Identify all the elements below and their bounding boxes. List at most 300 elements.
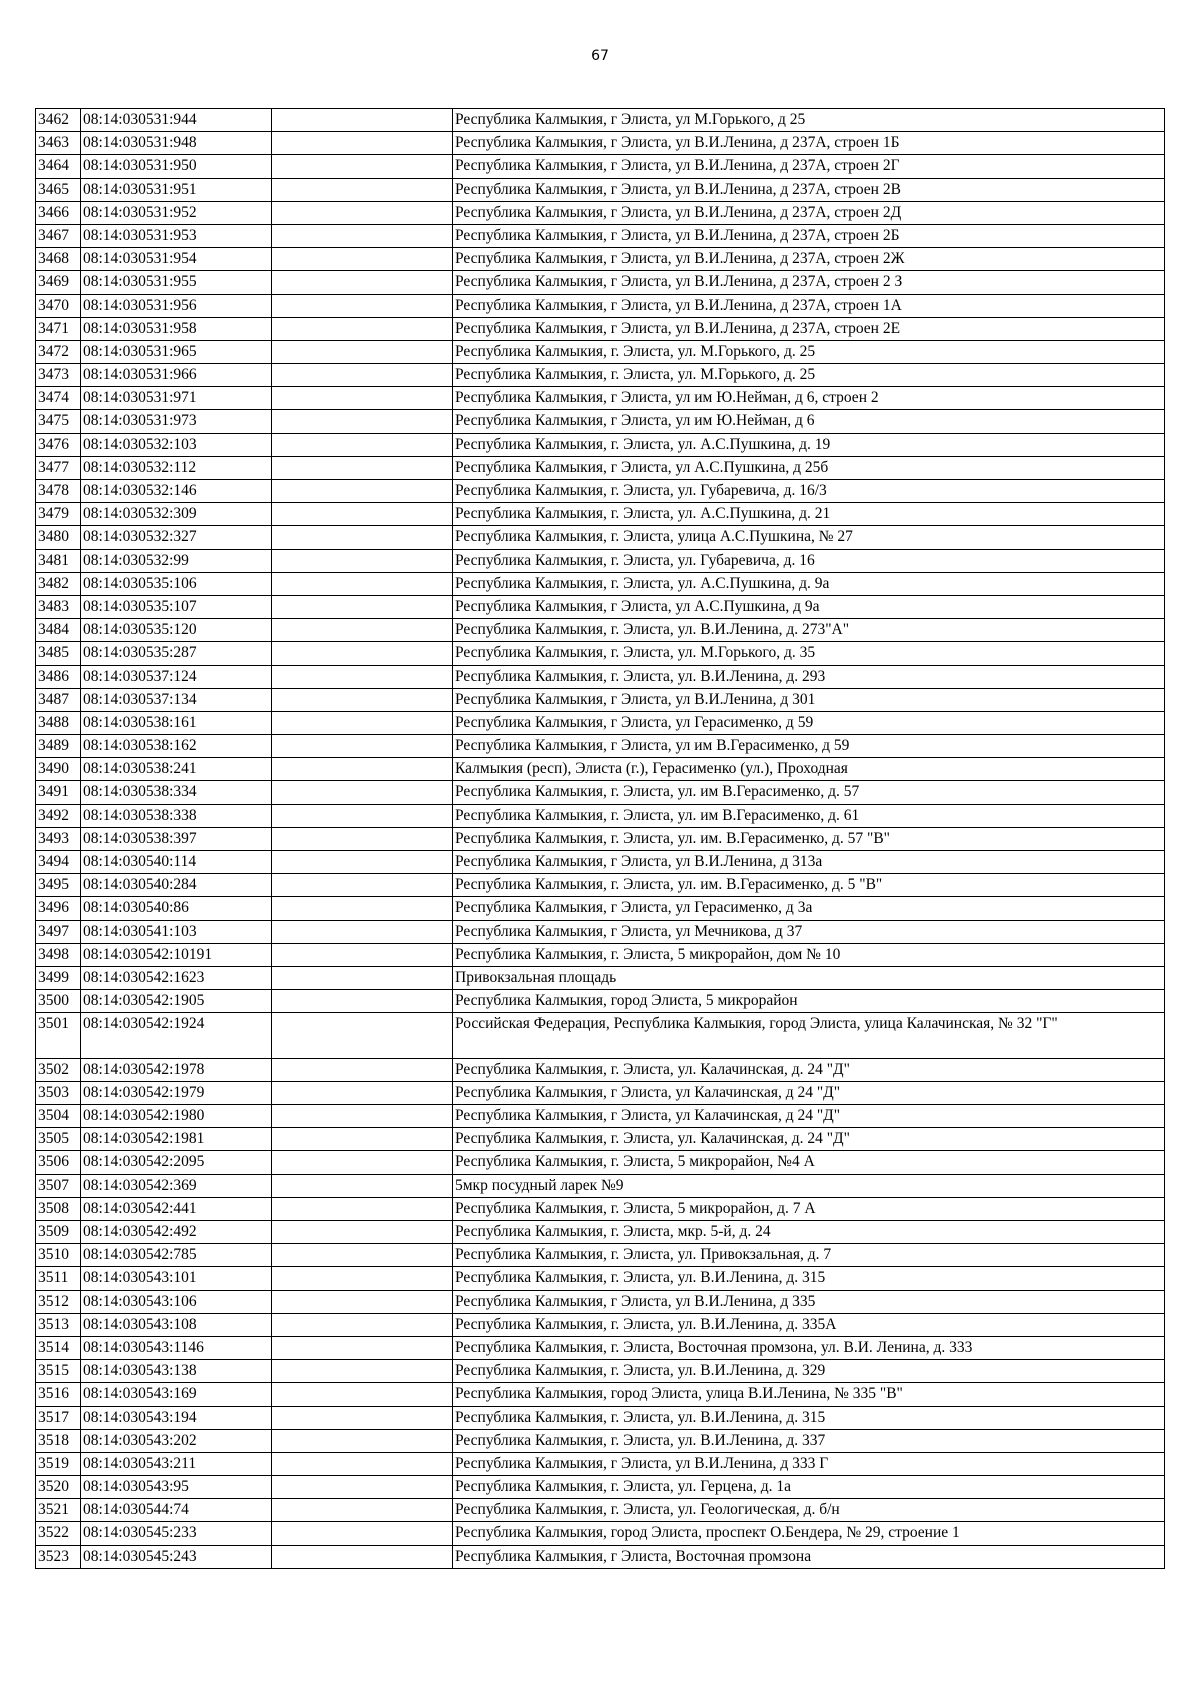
table-row (36, 990, 1165, 1013)
table-row (36, 1476, 1165, 1499)
address-cell: Республика Калмыкия, г Элиста, ул им В.Герасименко, д 59 (453, 735, 1165, 758)
row-number-cell: 3512 (36, 1290, 81, 1313)
table-row (36, 132, 1165, 155)
empty-cell (272, 920, 453, 943)
empty-cell (272, 943, 453, 966)
empty-cell (272, 851, 453, 874)
address-cell: Республика Калмыкия, г. Элиста, ул. А.С.Пушкина, д. 21 (453, 503, 1165, 526)
cadastral-number-cell: 08:14:030542:369 (81, 1174, 272, 1197)
table-row (36, 1406, 1165, 1429)
empty-cell (272, 1499, 453, 1522)
address-cell: Республика Калмыкия, г Элиста, ул Герасименко, д 3а (453, 897, 1165, 920)
empty-cell (272, 1429, 453, 1452)
cadastral-number-cell: 08:14:030535:107 (81, 595, 272, 618)
row-number-cell: 3488 (36, 711, 81, 734)
row-number-cell: 3470 (36, 294, 81, 317)
cadastral-number-cell: 08:14:030537:124 (81, 665, 272, 688)
table-row (36, 851, 1165, 874)
address-cell: Республика Калмыкия, г. Элиста, ул. А.С.Пушкина, д. 9а (453, 572, 1165, 595)
cadastral-number-cell: 08:14:030531:956 (81, 294, 272, 317)
row-number-cell: 3475 (36, 410, 81, 433)
row-number-cell: 3504 (36, 1105, 81, 1128)
row-number-cell: 3513 (36, 1313, 81, 1336)
empty-cell (272, 595, 453, 618)
empty-cell (272, 688, 453, 711)
cadastral-number-cell: 08:14:030535:287 (81, 642, 272, 665)
row-number-cell: 3472 (36, 340, 81, 363)
table-row (36, 874, 1165, 897)
table-row (36, 1267, 1165, 1290)
address-cell: Республика Калмыкия, г. Элиста, ул. им В.Герасименко, д. 61 (453, 804, 1165, 827)
table-row (36, 920, 1165, 943)
table-row (36, 619, 1165, 642)
row-number-cell: 3487 (36, 688, 81, 711)
address-cell: Республика Калмыкия, г. Элиста, ул. А.С.Пушкина, д. 19 (453, 433, 1165, 456)
empty-cell (272, 1522, 453, 1545)
cadastral-number-cell: 08:14:030540:86 (81, 897, 272, 920)
row-number-cell: 3502 (36, 1058, 81, 1081)
address-cell: Республика Калмыкия, г Элиста, ул В.И.Ленина, д 313а (453, 851, 1165, 874)
address-cell: Республика Калмыкия, г Элиста, ул Калачинская, д 24 "Д" (453, 1105, 1165, 1128)
table-row (36, 943, 1165, 966)
cadastral-number-cell: 08:14:030543:211 (81, 1452, 272, 1475)
address-cell: Привокзальная площадь (453, 966, 1165, 989)
row-number-cell: 3507 (36, 1174, 81, 1197)
empty-cell (272, 456, 453, 479)
empty-cell (272, 1174, 453, 1197)
address-cell: Республика Калмыкия, г Элиста, ул Калачинская, д 24 "Д" (453, 1081, 1165, 1104)
empty-cell (272, 665, 453, 688)
row-number-cell: 3491 (36, 781, 81, 804)
table-row (36, 1522, 1165, 1545)
table-row (36, 433, 1165, 456)
empty-cell (272, 1058, 453, 1081)
cadastral-number-cell: 08:14:030543:101 (81, 1267, 272, 1290)
empty-cell (272, 433, 453, 456)
row-number-cell: 3495 (36, 874, 81, 897)
cadastral-number-cell: 08:14:030532:103 (81, 433, 272, 456)
table-row (36, 1081, 1165, 1104)
cadastral-number-cell: 08:14:030543:1146 (81, 1336, 272, 1359)
empty-cell (272, 480, 453, 503)
empty-cell (272, 340, 453, 363)
row-number-cell: 3522 (36, 1522, 81, 1545)
row-number-cell: 3494 (36, 851, 81, 874)
empty-cell (272, 758, 453, 781)
address-cell: Республика Калмыкия, г. Элиста, ул. В.И.Ленина, д. 329 (453, 1360, 1165, 1383)
cadastral-number-cell: 08:14:030542:10191 (81, 943, 272, 966)
row-number-cell: 3464 (36, 155, 81, 178)
cadastral-number-cell: 08:14:030532:146 (81, 480, 272, 503)
row-number-cell: 3477 (36, 456, 81, 479)
table-row (36, 688, 1165, 711)
row-number-cell: 3519 (36, 1452, 81, 1475)
row-number-cell: 3469 (36, 271, 81, 294)
cadastral-number-cell: 08:14:030535:120 (81, 619, 272, 642)
empty-cell (272, 966, 453, 989)
address-cell: Республика Калмыкия, г Элиста, ул В.И.Ленина, д 237А, строен 2Г (453, 155, 1165, 178)
table-row (36, 572, 1165, 595)
table-row (36, 549, 1165, 572)
cadastral-number-cell: 08:14:030531:958 (81, 317, 272, 340)
empty-cell (272, 271, 453, 294)
address-cell: Республика Калмыкия, г Элиста, ул В.И.Ленина, д 237А, строен 2В (453, 178, 1165, 201)
row-number-cell: 3521 (36, 1499, 81, 1522)
row-number-cell: 3473 (36, 364, 81, 387)
table-row (36, 294, 1165, 317)
address-cell: Республика Калмыкия, г. Элиста, ул. им. В.Герасименко, д. 57 "В" (453, 827, 1165, 850)
row-number-cell: 3518 (36, 1429, 81, 1452)
table-row (36, 1429, 1165, 1452)
table-row (36, 109, 1165, 132)
cadastral-number-cell: 08:14:030542:1978 (81, 1058, 272, 1081)
row-number-cell: 3503 (36, 1081, 81, 1104)
row-number-cell: 3493 (36, 827, 81, 850)
row-number-cell: 3476 (36, 433, 81, 456)
address-cell: Республика Калмыкия, г Элиста, ул В.И.Ленина, д 237А, строен 2Д (453, 201, 1165, 224)
address-cell: Республика Калмыкия, г. Элиста, ул. В.И.Ленина, д. 315 (453, 1406, 1165, 1429)
row-number-cell: 3506 (36, 1151, 81, 1174)
empty-cell (272, 735, 453, 758)
table-row (36, 271, 1165, 294)
row-number-cell: 3498 (36, 943, 81, 966)
address-cell: Республика Калмыкия, город Элиста, улица В.И.Ленина, № 335 "В" (453, 1383, 1165, 1406)
row-number-cell: 3490 (36, 758, 81, 781)
cadastral-number-cell: 08:14:030543:202 (81, 1429, 272, 1452)
cadastral-number-cell: 08:14:030538:241 (81, 758, 272, 781)
address-cell: Республика Калмыкия, г. Элиста, ул. Калачинская, д. 24 "Д" (453, 1128, 1165, 1151)
cadastral-number-cell: 08:14:030540:284 (81, 874, 272, 897)
row-number-cell: 3478 (36, 480, 81, 503)
cadastral-number-cell: 08:14:030542:1980 (81, 1105, 272, 1128)
empty-cell (272, 1221, 453, 1244)
cadastral-number-cell: 08:14:030542:1623 (81, 966, 272, 989)
empty-cell (272, 572, 453, 595)
address-cell: Республика Калмыкия, г. Элиста, ул. В.И.Ленина, д. 293 (453, 665, 1165, 688)
table-row (36, 480, 1165, 503)
row-number-cell: 3467 (36, 224, 81, 247)
cadastral-number-cell: 08:14:030542:1979 (81, 1081, 272, 1104)
cadastral-number-cell: 08:14:030543:108 (81, 1313, 272, 1336)
cadastral-number-cell: 08:14:030532:309 (81, 503, 272, 526)
empty-cell (272, 201, 453, 224)
empty-cell (272, 364, 453, 387)
row-number-cell: 3499 (36, 966, 81, 989)
row-number-cell: 3466 (36, 201, 81, 224)
table-row (36, 1383, 1165, 1406)
table-row (36, 804, 1165, 827)
registry-table-body (36, 109, 1165, 1569)
address-cell: Калмыкия (респ), Элиста (г.), Герасименко (ул.), Проходная (453, 758, 1165, 781)
table-row (36, 735, 1165, 758)
address-cell: Республика Калмыкия, г. Элиста, 5 микрорайон, дом № 10 (453, 943, 1165, 966)
table-row (36, 364, 1165, 387)
empty-cell (272, 619, 453, 642)
cadastral-number-cell: 08:14:030532:99 (81, 549, 272, 572)
table-row (36, 1452, 1165, 1475)
table-row (36, 1105, 1165, 1128)
row-number-cell: 3520 (36, 1476, 81, 1499)
address-cell: Республика Калмыкия, г. Элиста, 5 микрорайон, №4 А (453, 1151, 1165, 1174)
address-cell: Республика Калмыкия, г Элиста, ул Герасименко, д 59 (453, 711, 1165, 734)
row-number-cell: 3479 (36, 503, 81, 526)
address-cell: Республика Калмыкия, г Элиста, ул В.И.Ленина, д 237А, строен 1Б (453, 132, 1165, 155)
table-row (36, 1151, 1165, 1174)
cadastral-number-cell: 08:14:030535:106 (81, 572, 272, 595)
cadastral-number-cell: 08:14:030542:1981 (81, 1128, 272, 1151)
cadastral-number-cell: 08:14:030545:233 (81, 1522, 272, 1545)
row-number-cell: 3505 (36, 1128, 81, 1151)
empty-cell (272, 1476, 453, 1499)
empty-cell (272, 781, 453, 804)
empty-cell (272, 990, 453, 1013)
cadastral-number-cell: 08:14:030543:194 (81, 1406, 272, 1429)
cadastral-number-cell: 08:14:030531:953 (81, 224, 272, 247)
empty-cell (272, 711, 453, 734)
row-number-cell: 3474 (36, 387, 81, 410)
row-number-cell: 3489 (36, 735, 81, 758)
address-cell: Республика Калмыкия, г Элиста, ул В.И.Ленина, д 237А, строен 2Б (453, 224, 1165, 247)
table-row (36, 1244, 1165, 1267)
address-cell: 5мкр посудный ларек №9 (453, 1174, 1165, 1197)
empty-cell (272, 1406, 453, 1429)
empty-cell (272, 178, 453, 201)
cadastral-number-cell: 08:14:030531:950 (81, 155, 272, 178)
row-number-cell: 3516 (36, 1383, 81, 1406)
cadastral-number-cell: 08:14:030531:965 (81, 340, 272, 363)
cadastral-number-cell: 08:14:030538:161 (81, 711, 272, 734)
empty-cell (272, 155, 453, 178)
row-number-cell: 3514 (36, 1336, 81, 1359)
row-number-cell: 3496 (36, 897, 81, 920)
address-cell: Республика Калмыкия, г Элиста, ул В.И.Ленина, д 335 (453, 1290, 1165, 1313)
table-row (36, 758, 1165, 781)
address-cell: Республика Калмыкия, г. Элиста, ул. им В.Герасименко, д. 57 (453, 781, 1165, 804)
table-row (36, 224, 1165, 247)
address-cell: Республика Калмыкия, г. Элиста, ул. Губаревича, д. 16 (453, 549, 1165, 572)
empty-cell (272, 1452, 453, 1475)
cadastral-number-cell: 08:14:030543:95 (81, 1476, 272, 1499)
row-number-cell: 3501 (36, 1013, 81, 1058)
address-cell: Республика Калмыкия, г. Элиста, ул. Геологическая, д. б/н (453, 1499, 1165, 1522)
row-number-cell: 3497 (36, 920, 81, 943)
empty-cell (272, 387, 453, 410)
empty-cell (272, 317, 453, 340)
address-cell: Республика Калмыкия, город Элиста, 5 микрорайон (453, 990, 1165, 1013)
empty-cell (272, 804, 453, 827)
empty-cell (272, 1360, 453, 1383)
table-row (36, 503, 1165, 526)
address-cell: Республика Калмыкия, г Элиста, ул В.И.Ленина, д 301 (453, 688, 1165, 711)
empty-cell (272, 1290, 453, 1313)
address-cell: Республика Калмыкия, г Элиста, ул В.И.Ленина, д 333 Г (453, 1452, 1165, 1475)
address-cell: Республика Калмыкия, г. Элиста, ул. Привокзальная, д. 7 (453, 1244, 1165, 1267)
table-row (36, 642, 1165, 665)
table-row (36, 897, 1165, 920)
row-number-cell: 3482 (36, 572, 81, 595)
cadastral-number-cell: 08:14:030543:138 (81, 1360, 272, 1383)
empty-cell (272, 897, 453, 920)
address-cell: Республика Калмыкия, г. Элиста, ул. В.И.Ленина, д. 337 (453, 1429, 1165, 1452)
address-cell: Республика Калмыкия, г Элиста, ул им Ю.Нейман, д 6 (453, 410, 1165, 433)
table-row (36, 1058, 1165, 1081)
table-row (36, 665, 1165, 688)
cadastral-number-cell: 08:14:030542:441 (81, 1197, 272, 1220)
row-number-cell: 3500 (36, 990, 81, 1013)
table-row (36, 827, 1165, 850)
cadastral-number-cell: 08:14:030542:1905 (81, 990, 272, 1013)
row-number-cell: 3485 (36, 642, 81, 665)
row-number-cell: 3508 (36, 1197, 81, 1220)
empty-cell (272, 1151, 453, 1174)
empty-cell (272, 1545, 453, 1568)
empty-cell (272, 410, 453, 433)
table-row (36, 1221, 1165, 1244)
table-row (36, 1336, 1165, 1359)
address-cell: Республика Калмыкия, г Элиста, ул М.Горького, д 25 (453, 109, 1165, 132)
cadastral-number-cell: 08:14:030540:114 (81, 851, 272, 874)
table-row (36, 1197, 1165, 1220)
row-number-cell: 3463 (36, 132, 81, 155)
empty-cell (272, 1313, 453, 1336)
row-number-cell: 3480 (36, 526, 81, 549)
address-cell: Республика Калмыкия, г Элиста, ул А.С.Пушкина, д 9а (453, 595, 1165, 618)
cadastral-number-cell: 08:14:030538:334 (81, 781, 272, 804)
empty-cell (272, 1244, 453, 1267)
address-cell: Республика Калмыкия, г Элиста, ул В.И.Ленина, д 237А, строен 1А (453, 294, 1165, 317)
cadastral-number-cell: 08:14:030531:952 (81, 201, 272, 224)
empty-cell (272, 224, 453, 247)
address-cell: Республика Калмыкия, г. Элиста, ул. М.Горького, д. 25 (453, 340, 1165, 363)
table-row (36, 1545, 1165, 1568)
cadastral-number-cell: 08:14:030531:948 (81, 132, 272, 155)
table-row (36, 248, 1165, 271)
cadastral-number-cell: 08:14:030542:785 (81, 1244, 272, 1267)
table-row (36, 317, 1165, 340)
cadastral-number-cell: 08:14:030537:134 (81, 688, 272, 711)
address-cell: Республика Калмыкия, город Элиста, проспект О.Бендера, № 29, строение 1 (453, 1522, 1165, 1545)
empty-cell (272, 874, 453, 897)
row-number-cell: 3486 (36, 665, 81, 688)
empty-cell (272, 294, 453, 317)
row-number-cell: 3523 (36, 1545, 81, 1568)
empty-cell (272, 1383, 453, 1406)
empty-cell (272, 827, 453, 850)
table-row (36, 1174, 1165, 1197)
table-row (36, 201, 1165, 224)
cadastral-number-cell: 08:14:030545:243 (81, 1545, 272, 1568)
cadastral-number-cell: 08:14:030538:397 (81, 827, 272, 850)
cadastral-number-cell: 08:14:030543:169 (81, 1383, 272, 1406)
empty-cell (272, 549, 453, 572)
cadastral-number-cell: 08:14:030538:162 (81, 735, 272, 758)
table-row (36, 456, 1165, 479)
row-number-cell: 3481 (36, 549, 81, 572)
address-cell: Республика Калмыкия, г Элиста, ул А.С.Пушкина, д 25б (453, 456, 1165, 479)
table-row (36, 410, 1165, 433)
cadastral-number-cell: 08:14:030542:492 (81, 1221, 272, 1244)
address-cell: Республика Калмыкия, г. Элиста, ул. Калачинская, д. 24 "Д" (453, 1058, 1165, 1081)
address-cell: Республика Калмыкия, г Элиста, ул В.И.Ленина, д 237А, строен 2 З (453, 271, 1165, 294)
table-row (36, 526, 1165, 549)
cadastral-number-cell: 08:14:030542:1924 (81, 1013, 272, 1058)
registry-table (35, 108, 1165, 1569)
empty-cell (272, 503, 453, 526)
table-row (36, 1013, 1165, 1058)
address-cell: Республика Калмыкия, г Элиста, ул им Ю.Нейман, д 6, строен 2 (453, 387, 1165, 410)
empty-cell (272, 1197, 453, 1220)
address-cell: Республика Калмыкия, г. Элиста, ул. Герцена, д. 1а (453, 1476, 1165, 1499)
empty-cell (272, 1128, 453, 1151)
row-number-cell: 3510 (36, 1244, 81, 1267)
table-row (36, 781, 1165, 804)
page-number: 67 (591, 48, 609, 64)
table-row (36, 1499, 1165, 1522)
row-number-cell: 3515 (36, 1360, 81, 1383)
table-row (36, 1360, 1165, 1383)
cadastral-number-cell: 08:14:030543:106 (81, 1290, 272, 1313)
address-cell: Республика Калмыкия, г. Элиста, ул. М.Горького, д. 25 (453, 364, 1165, 387)
cadastral-number-cell: 08:14:030544:74 (81, 1499, 272, 1522)
address-cell: Республика Калмыкия, г. Элиста, Восточная промзона, ул. В.И. Ленина, д. 333 (453, 1336, 1165, 1359)
empty-cell (272, 248, 453, 271)
address-cell: Республика Калмыкия, г Элиста, Восточная промзона (453, 1545, 1165, 1568)
cadastral-number-cell: 08:14:030531:954 (81, 248, 272, 271)
address-cell: Республика Калмыкия, г. Элиста, ул. Губаревича, д. 16/3 (453, 480, 1165, 503)
table-row (36, 1128, 1165, 1151)
table-row (36, 178, 1165, 201)
cadastral-number-cell: 08:14:030532:327 (81, 526, 272, 549)
row-number-cell: 3483 (36, 595, 81, 618)
empty-cell (272, 1013, 453, 1058)
address-cell: Республика Калмыкия, г. Элиста, ул. М.Горького, д. 35 (453, 642, 1165, 665)
cadastral-number-cell: 08:14:030531:973 (81, 410, 272, 433)
cadastral-number-cell: 08:14:030531:944 (81, 109, 272, 132)
table-row (36, 595, 1165, 618)
row-number-cell: 3462 (36, 109, 81, 132)
empty-cell (272, 526, 453, 549)
address-cell: Республика Калмыкия, г. Элиста, 5 микрорайон, д. 7 А (453, 1197, 1165, 1220)
address-cell: Республика Калмыкия, г. Элиста, мкр. 5-й, д. 24 (453, 1221, 1165, 1244)
table-row (36, 966, 1165, 989)
empty-cell (272, 109, 453, 132)
address-cell: Российская Федерация, Республика Калмыкия, город Элиста, улица Калачинская, № 32 "Г" (453, 1013, 1165, 1058)
address-cell: Республика Калмыкия, г Элиста, ул В.И.Ленина, д 237А, строен 2Ж (453, 248, 1165, 271)
cadastral-number-cell: 08:14:030532:112 (81, 456, 272, 479)
cadastral-number-cell: 08:14:030538:338 (81, 804, 272, 827)
row-number-cell: 3471 (36, 317, 81, 340)
row-number-cell: 3468 (36, 248, 81, 271)
cadastral-number-cell: 08:14:030531:971 (81, 387, 272, 410)
address-cell: Республика Калмыкия, г Элиста, ул Мечникова, д 37 (453, 920, 1165, 943)
table-row (36, 1313, 1165, 1336)
row-number-cell: 3484 (36, 619, 81, 642)
cadastral-number-cell: 08:14:030542:2095 (81, 1151, 272, 1174)
empty-cell (272, 1081, 453, 1104)
empty-cell (272, 642, 453, 665)
address-cell: Республика Калмыкия, г. Элиста, ул. В.И.Ленина, д. 315 (453, 1267, 1165, 1290)
address-cell: Республика Калмыкия, г. Элиста, ул. В.И.Ленина, д. 273"А" (453, 619, 1165, 642)
row-number-cell: 3517 (36, 1406, 81, 1429)
row-number-cell: 3511 (36, 1267, 81, 1290)
empty-cell (272, 1105, 453, 1128)
table-row (36, 155, 1165, 178)
cadastral-number-cell: 08:14:030531:951 (81, 178, 272, 201)
table-row (36, 340, 1165, 363)
row-number-cell: 3509 (36, 1221, 81, 1244)
cadastral-number-cell: 08:14:030531:966 (81, 364, 272, 387)
table-row (36, 387, 1165, 410)
